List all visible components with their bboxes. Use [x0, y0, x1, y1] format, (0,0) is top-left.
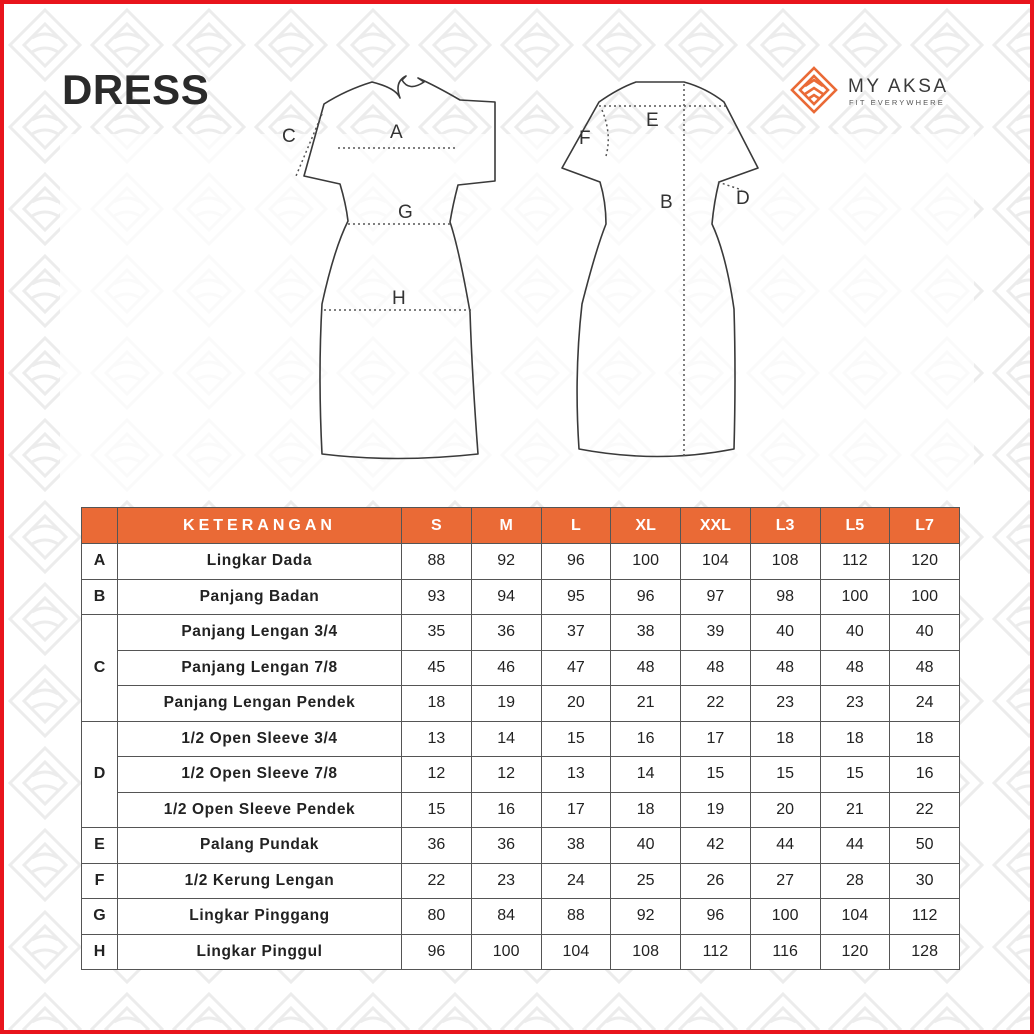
size-value: 104	[820, 899, 890, 935]
brand-name: MY AKSA	[848, 76, 949, 97]
size-value: 21	[611, 686, 681, 722]
measurement-code: B	[82, 579, 118, 615]
size-value: 112	[890, 899, 960, 935]
size-value: 15	[402, 792, 472, 828]
measurement-code: A	[82, 544, 118, 580]
size-value: 50	[890, 828, 960, 864]
measurement-label: Panjang Lengan Pendek	[118, 686, 402, 722]
size-value: 42	[681, 828, 751, 864]
header-size: L7	[890, 508, 960, 544]
size-value: 48	[890, 650, 960, 686]
size-value: 36	[402, 828, 472, 864]
size-table-header	[82, 508, 960, 544]
label-c: C	[282, 126, 296, 147]
header-size: L3	[750, 508, 820, 544]
size-value: 45	[402, 650, 472, 686]
header-size: L	[541, 508, 611, 544]
header-code	[82, 508, 118, 544]
size-value: 18	[890, 721, 960, 757]
measurement-label: Lingkar Pinggang	[118, 899, 402, 935]
size-value: 47	[541, 650, 611, 686]
label-b: B	[660, 192, 673, 213]
size-value: 28	[820, 863, 890, 899]
measurement-label: Panjang Lengan 3/4	[118, 615, 402, 651]
size-value: 36	[471, 615, 541, 651]
size-value: 12	[471, 757, 541, 793]
size-value: 19	[471, 686, 541, 722]
measurement-label: 1/2 Open Sleeve 3/4	[118, 721, 402, 757]
measurement-code: G	[82, 899, 118, 935]
measurement-code: E	[82, 828, 118, 864]
size-value: 120	[820, 934, 890, 970]
size-value: 40	[611, 828, 681, 864]
brand-logo	[790, 66, 960, 116]
size-value: 16	[471, 792, 541, 828]
measurement-label: Panjang Lengan 7/8	[118, 650, 402, 686]
measurement-label: 1/2 Open Sleeve 7/8	[118, 757, 402, 793]
size-value: 17	[681, 721, 751, 757]
size-value: 22	[890, 792, 960, 828]
size-value: 40	[750, 615, 820, 651]
measurement-lines	[296, 84, 742, 458]
size-value: 46	[471, 650, 541, 686]
size-value: 93	[402, 579, 472, 615]
table-row	[82, 792, 960, 828]
size-value: 40	[890, 615, 960, 651]
size-value: 22	[402, 863, 472, 899]
size-value: 96	[541, 544, 611, 580]
measurement-label: Panjang Badan	[118, 579, 402, 615]
size-value: 30	[890, 863, 960, 899]
size-value: 100	[471, 934, 541, 970]
size-value: 80	[402, 899, 472, 935]
size-value: 97	[681, 579, 751, 615]
size-value: 128	[890, 934, 960, 970]
size-value: 39	[681, 615, 751, 651]
table-row	[82, 686, 960, 722]
table-row	[82, 579, 960, 615]
line-f	[602, 110, 608, 156]
size-value: 37	[541, 615, 611, 651]
size-value: 88	[541, 899, 611, 935]
label-g: G	[398, 202, 413, 223]
size-value: 17	[541, 792, 611, 828]
size-value: 100	[611, 544, 681, 580]
table-row	[82, 934, 960, 970]
measurement-code: H	[82, 934, 118, 970]
dress-back-outline	[562, 82, 758, 457]
size-value: 108	[750, 544, 820, 580]
label-f: F	[579, 128, 591, 149]
header-keterangan: KETERANGAN	[118, 508, 402, 544]
size-value: 116	[750, 934, 820, 970]
size-value: 18	[402, 686, 472, 722]
table-row	[82, 615, 960, 651]
brand-tagline: FIT EVERYWHERE	[849, 98, 945, 107]
table-row	[82, 650, 960, 686]
size-value: 40	[820, 615, 890, 651]
label-h: H	[392, 288, 406, 309]
size-value: 100	[890, 579, 960, 615]
size-value: 14	[471, 721, 541, 757]
table-row	[82, 721, 960, 757]
table-row	[82, 899, 960, 935]
size-value: 88	[402, 544, 472, 580]
size-value: 112	[681, 934, 751, 970]
size-value: 15	[750, 757, 820, 793]
line-c	[296, 114, 322, 176]
measurement-code: D	[82, 721, 118, 828]
measurement-code: C	[82, 615, 118, 722]
size-value: 44	[820, 828, 890, 864]
header-size: S	[402, 508, 472, 544]
label-a: A	[390, 122, 403, 143]
header-size: L5	[820, 508, 890, 544]
size-value: 98	[750, 579, 820, 615]
size-value: 48	[611, 650, 681, 686]
size-value: 23	[820, 686, 890, 722]
size-value: 15	[541, 721, 611, 757]
size-value: 16	[611, 721, 681, 757]
size-value: 16	[890, 757, 960, 793]
header-size: XL	[611, 508, 681, 544]
table-row	[82, 863, 960, 899]
table-row	[82, 828, 960, 864]
size-value: 48	[820, 650, 890, 686]
size-value: 36	[471, 828, 541, 864]
dress-measurement-diagram	[274, 74, 774, 474]
size-value: 18	[611, 792, 681, 828]
size-value: 14	[611, 757, 681, 793]
size-value: 24	[890, 686, 960, 722]
size-table-body	[82, 544, 960, 970]
size-value: 35	[402, 615, 472, 651]
size-value: 22	[681, 686, 751, 722]
size-value: 18	[750, 721, 820, 757]
size-value: 92	[471, 544, 541, 580]
measurement-label: Lingkar Dada	[118, 544, 402, 580]
size-value: 13	[402, 721, 472, 757]
size-value: 13	[541, 757, 611, 793]
size-value: 38	[541, 828, 611, 864]
measurement-label: Lingkar Pinggul	[118, 934, 402, 970]
size-value: 38	[611, 615, 681, 651]
size-value: 96	[681, 899, 751, 935]
size-value: 12	[402, 757, 472, 793]
page-title: DRESS	[62, 66, 210, 113]
size-value: 20	[750, 792, 820, 828]
size-value: 27	[750, 863, 820, 899]
size-value: 95	[541, 579, 611, 615]
table-row	[82, 544, 960, 580]
size-value: 23	[471, 863, 541, 899]
size-value: 120	[890, 544, 960, 580]
measurement-label: Palang Pundak	[118, 828, 402, 864]
size-value: 84	[471, 899, 541, 935]
size-value: 104	[541, 934, 611, 970]
brand-mark-icon	[790, 66, 838, 114]
size-value: 20	[541, 686, 611, 722]
size-value: 92	[611, 899, 681, 935]
size-value: 48	[681, 650, 751, 686]
label-d: D	[736, 188, 750, 209]
size-value: 96	[611, 579, 681, 615]
size-value: 100	[750, 899, 820, 935]
size-value: 15	[820, 757, 890, 793]
size-value: 18	[820, 721, 890, 757]
size-value: 15	[681, 757, 751, 793]
size-table	[81, 507, 960, 970]
label-e: E	[646, 110, 659, 131]
measurement-label: 1/2 Kerung Lengan	[118, 863, 402, 899]
measurement-label: 1/2 Open Sleeve Pendek	[118, 792, 402, 828]
size-value: 96	[402, 934, 472, 970]
header-size: XXL	[681, 508, 751, 544]
size-value: 25	[611, 863, 681, 899]
size-value: 23	[750, 686, 820, 722]
size-value: 26	[681, 863, 751, 899]
size-value: 108	[611, 934, 681, 970]
size-value: 112	[820, 544, 890, 580]
size-value: 48	[750, 650, 820, 686]
size-value: 44	[750, 828, 820, 864]
measurement-code: F	[82, 863, 118, 899]
header-size: M	[471, 508, 541, 544]
size-value: 24	[541, 863, 611, 899]
size-value: 21	[820, 792, 890, 828]
size-value: 94	[471, 579, 541, 615]
table-row	[82, 757, 960, 793]
size-value: 104	[681, 544, 751, 580]
size-value: 19	[681, 792, 751, 828]
size-value: 100	[820, 579, 890, 615]
